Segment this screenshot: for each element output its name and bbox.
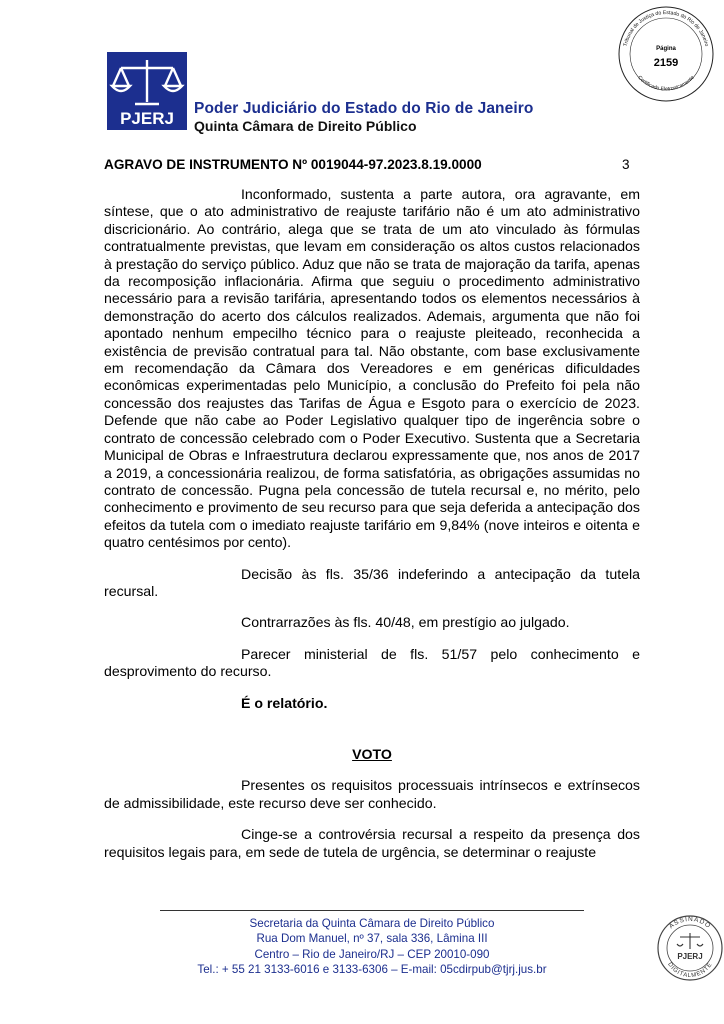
- footer-address: [160, 916, 584, 978]
- paragraph-arguments: Inconformado, sustenta a parte autora, ora agravante, em síntese, que o ato administrativo de reajuste tarifário não é um ato administrativo discricionário. Ao contrário, alega que se trata de um ato vinculado às fórmulas contratualmente previstas, que levam em consideração os altos custos relacionados à prestação do serviço público. Aduz que não se trata de majoração da tarifa, apenas da recomposição inflacionária. Afirma que seguiu o procedimento administrativo necessário para a revisão tarifária, apresentando todos os elementos necessários à demonstração do acerto dos cálculos realizados. Ademais, argumenta que não foi apontado nenhum empecilho técnico para o reajuste pleiteado, reconhecida a existência de previsão contratual para tal. Não obstante, com base exclusivamente em recomendação da Câmara dos Vereadores e em genéricas dificuldades econômicas experimentadas pelo Município, a conclusão do Prefeito foi pela não concessão dos reajustes das Tarifas de Água e Esgoto para o exercício de 2023. Defende que não cabe ao Poder Legislativo qualquer tipo de ingerência sobre o contrato de concessão celebrado com o Poder Executivo. Sustenta que a Secretaria Municipal de Obras e Infraestrutura declarou expressamente que, nos anos de 2017 a 2019, a concessionária realizou, de forma satisfatória, as obrigações assumidas no contrato de concessão. Pugna pela concessão de tutela recursal e, no mérito, pelo conhecimento e provimento de seu recurso para que seja deferida a antecipação dos efeitos da tutela com o imediato reajuste tarifário em 9,84% (nove inteiros e oitenta e quatro centésimos por cento).: [104, 186, 640, 551]
- stamp-ring: [616, 4, 716, 104]
- footer-street: Rua Dom Manuel, nº 37, sala 336, Lâmina III: [256, 932, 488, 946]
- court-name: Poder Judiciário do Estado do Rio de Janeiro: [194, 100, 534, 117]
- page-certification-stamp: [616, 4, 716, 104]
- footer-contact: Tel.: + 55 21 3133-6016 e 3133-6306 – E-mail: 05cdirpub@tjrj.jus.br: [197, 963, 547, 977]
- stamp-page-number: 2159: [653, 57, 679, 69]
- report-closing: É o relatório.: [241, 694, 328, 711]
- document-body: [104, 186, 640, 875]
- paragraph-counter-arguments: Contrarrazões às fls. 40/48, em prestígio ao julgado.: [241, 614, 570, 631]
- svg-text:Tribunal de Justiça do Estado: [623, 10, 710, 47]
- footer-city: Centro – Rio de Janeiro/RJ – CEP 20010-090: [254, 947, 490, 961]
- seal-center-text: PJERJ: [677, 952, 703, 961]
- stamp-ring-top-text: Tribunal de Justiça do Estado do Rio de Janeiro: [622, 9, 710, 48]
- vote-heading: VOTO: [352, 745, 392, 762]
- pjerj-logo: [107, 52, 187, 130]
- seal-bottom-text: DIGITALMENTE: [666, 961, 714, 980]
- chamber-name: Quinta Câmara de Direito Público: [194, 118, 417, 134]
- footer-secretariat: Secretaria da Quinta Câmara de Direito Público: [249, 917, 495, 930]
- footer-divider: [160, 910, 584, 911]
- paragraph-controversy: Cinge-se a controvérsia recursal a respeito da presença dos requisitos legais para, em sede de tutela de urgência, se determinar o reajuste: [104, 826, 640, 860]
- paragraph-admissibility: Presentes os requisitos processuais intrínsecos e extrínsecos de admissibilidade, este recurso deve ser conhecido.: [104, 777, 640, 811]
- logo-text: PJERJ: [120, 109, 174, 128]
- paragraph-decision: Decisão às fls. 35/36 indeferindo a antecipação da tutela recursal.: [104, 565, 640, 599]
- page-number: 3: [622, 157, 630, 172]
- paragraph-ministerial-opinion: Parecer ministerial de fls. 51/57 pelo conhecimento e desprovimento do recurso.: [104, 645, 640, 680]
- digital-signature-seal: [656, 914, 724, 982]
- seal-top-text: ASSINADO: [667, 915, 713, 931]
- svg-text:Certificado Eletronicamente: [636, 75, 695, 93]
- stamp-ring-bottom-text: Certificado Eletronicamente: [636, 74, 696, 93]
- stamp-label: Página: [656, 46, 676, 52]
- case-title: AGRAVO DE INSTRUMENTO Nº 0019044-97.2023.8.19.0000: [104, 157, 482, 172]
